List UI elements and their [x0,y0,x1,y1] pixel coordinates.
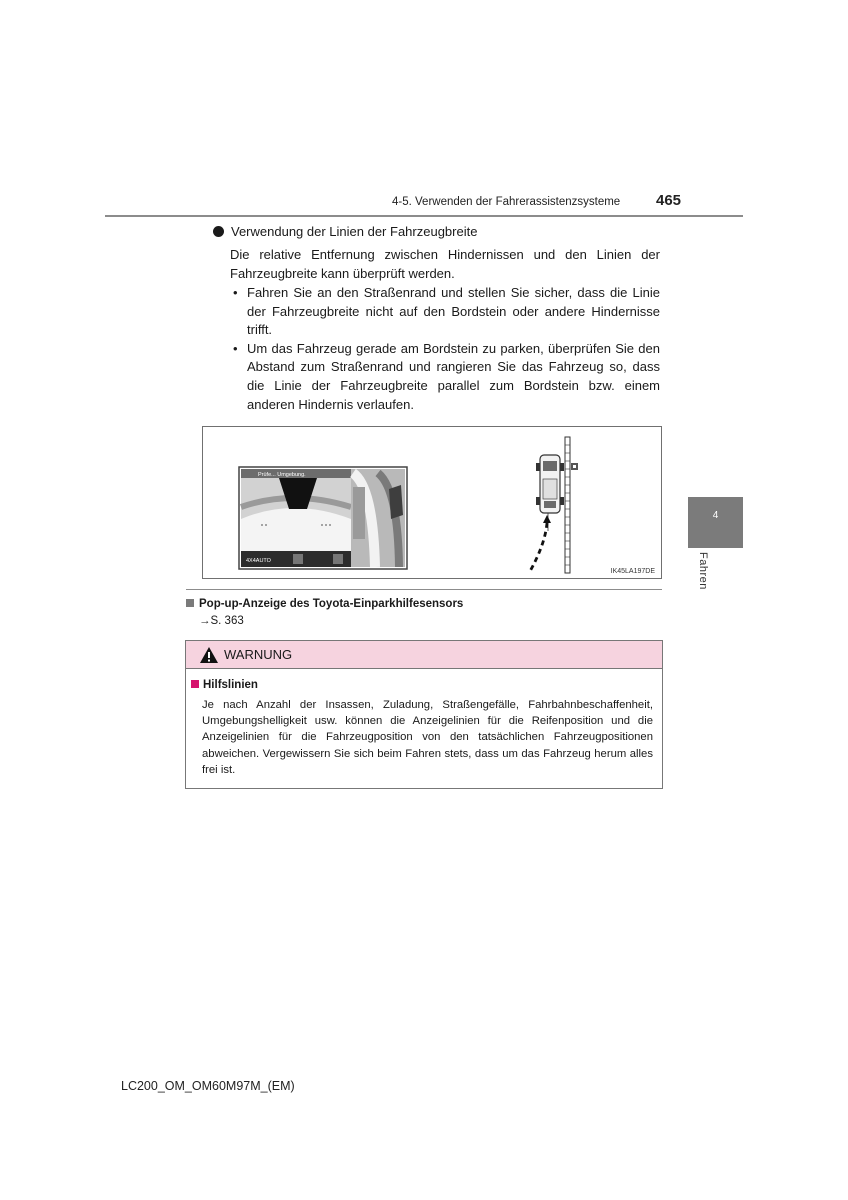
usage-heading-text: Verwendung der Linien der Fahrzeugbreite [231,224,478,239]
bullet-mark: • [233,285,238,300]
list-item-text: Fahren Sie an den Straßenrand und stellen Sie sicher, dass die Linie der Fahrzeugbreite nicht auf den Bordstein oder andere Hindernisse trifft. [247,285,660,338]
chapter-tab-number: 4 [712,510,719,521]
camera-display-illustration [239,467,407,569]
page-reference-link[interactable]: →S. 363 [199,615,244,627]
section-divider [186,589,662,590]
screen-mode-label: 4X4AUTO [246,558,271,564]
chapter-tab-label: Fahren [697,552,709,590]
list-item [230,284,660,340]
header-rule [105,215,743,217]
usage-bullet-list [230,284,660,414]
screen-banner-text: Prüfe... Umgebung. [258,472,306,478]
parking-diagram [529,437,578,573]
list-item-text: Um das Fahrzeug gerade am Bordstein zu parken, überprüfen Sie den Abstand zum Straßenrand und rangieren Sie das Fahrzeug so, dass die Linie der Fahrzeugbreite parallel zum Bordstein bzw. einem anderen Hindernis verlaufen. [247,340,660,412]
running-header-section: 4-5. Verwenden der Fahrerassistenzsysteme [392,196,621,208]
bullet-mark: • [233,340,238,356]
warning-title: WARNUNG [224,647,293,662]
warning-text: Je nach Anzahl der Insassen, Zuladung, Straßengefälle, Fahrbahnbeschaffenheit, Umgebungshelligkeit usw. können die Anzeigelinien für die Reifenposition und die Anzeigelinien für die Fahrzeugposition von den tatsächlichen Fahrzeugpositionen abweichen. Vergewissern Sie sich beim Fahren stets, dass um das Fahrzeug herum alles frei ist. [202,699,653,776]
bullet-dot-icon [213,226,224,237]
popup-section-title: Pop-up-Anzeige des Toyota-Einparkhilfesensors [199,598,464,610]
illustration-figure [202,426,662,579]
warning-header [186,641,662,669]
warning-box [185,640,663,789]
warning-triangle-icon [199,646,219,664]
page-number: 465 [656,192,682,209]
square-bullet-icon [186,599,194,607]
footer-doc-code: LC200_OM_OM60M97M_(EM) [121,1079,295,1093]
square-bullet-icon [191,680,199,688]
usage-paragraph: Die relative Entfernung zwischen Hindernissen und den Linien der Fahrzeugbreite kann überprüft werden. [230,247,660,281]
warning-subheading [191,679,258,691]
chapter-tab [688,497,743,548]
list-item [230,340,660,414]
usage-heading [213,224,477,239]
illustration-svg [203,427,661,578]
figure-code: IK45LA197DE [610,568,655,575]
warning-subtitle: Hilfslinien [203,679,258,691]
popup-section-heading [186,598,463,610]
